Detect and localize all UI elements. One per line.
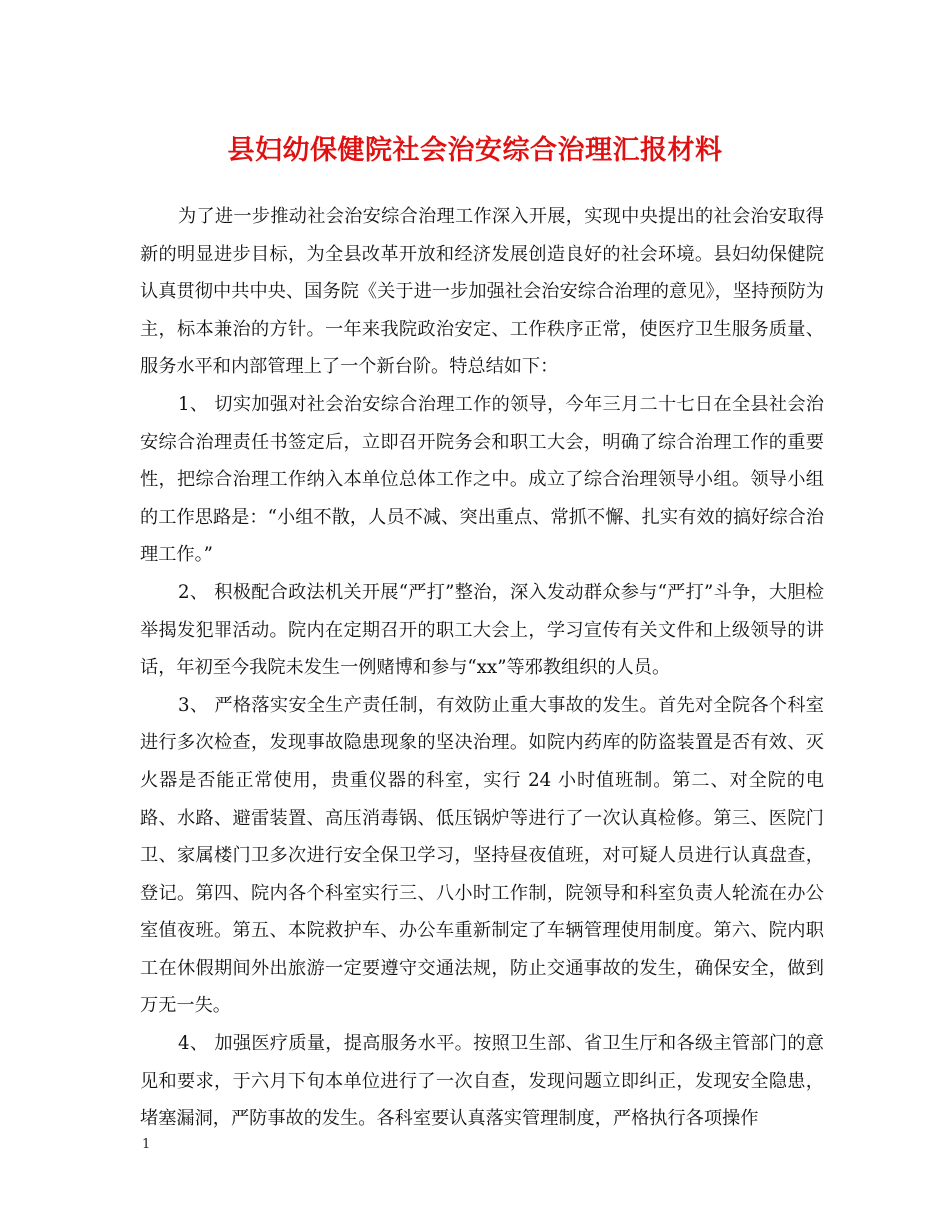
section-1-paragraph: 1、 切实加强对社会治安综合治理工作的领导，今年三月二十七日在全县社会治安综合治理责任书签定后，立即召开院务会和职工大会，明确了综合治理工作的重要性，把综合治理工作纳入本单位总体工作之中。成立了综合治理领导小组。领导小组的工作思路是：“小组不散，人员不减、突出重点、常抓不懈、扎实有效的搞好综合治理工作。”	[140, 393, 824, 566]
document-title: 县妇幼保健院社会治安综合治理汇报材料	[227, 135, 723, 166]
section-3-paragraph: 3、 严格落实安全生产责任制，有效防止重大事故的发生。首先对全院各个科室进行多次检查，发现事故隐患现象的坚决治理。如院内药库的防盗装置是否有效、灭火器是否能正常使用，贵重仪器的科室，实行 24 小时值班制。第二、对全院的电路、水路、避雷装置、高压消毒锅、低压锅炉等进行了一次认真检修。第三、医院门卫、家属楼门卫多次进行安全保卫学习，坚持昼夜值班，对可疑人员进行认真盘查，登记。第四、院内各个科室实行三、八小时工作制，院领导和科室负责人轮流在办公室值夜班。第五、本院救护车、办公车重新制定了车辆管理使用制度。第六、院内职工在休假期间外出旅游一定要遵守交通法规，防止交通事故的发生，确保安全，做到万无一失。	[140, 694, 824, 1017]
page-number: 1	[142, 1137, 151, 1152]
document-body	[140, 198, 824, 1138]
intro-paragraph: 为了进一步推动社会治安综合治理工作深入开展，实现中央提出的社会治安取得新的明显进步目标，为全县改革开放和经济发展创造良好的社会环境。县妇幼保健院认真贯彻中共中央、国务院《关于进一步加强社会治安综合治理的意见》，坚持预防为主，标本兼治的方针。一年来我院政治安定、工作秩序正常，使医疗卫生服务质量、服务水平和内部管理上了一个新台阶。特总结如下：	[140, 206, 824, 378]
section-4-paragraph: 4、 加强医疗质量，提高服务水平。按照卫生部、省卫生厅和各级主管部门的意见和要求，于六月下旬本单位进行了一次自查，发现问题立即纠正，发现安全隐患，堵塞漏洞，严防事故的发生。各科室要认真落实管理制度，严格执行各项操作	[140, 1033, 824, 1130]
section-2-paragraph: 2、 积极配合政法机关开展“严打”整治，深入发动群众参与“严打”斗争，大胆检举揭发犯罪活动。院内在定期召开的职工大会上，学习宣传有关文件和上级领导的讲话，年初至今我院未发生一例赌博和参与“xx”等邪教组织的人员。	[140, 581, 824, 679]
